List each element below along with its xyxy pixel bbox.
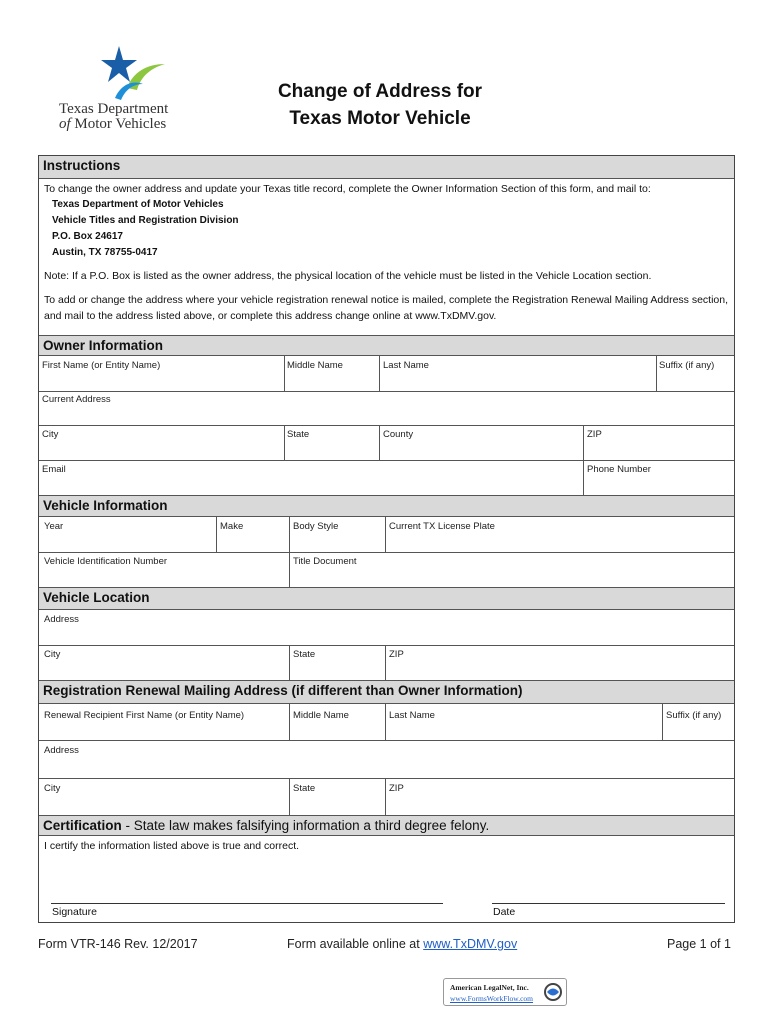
title-line-2: Texas Motor Vehicle	[289, 108, 471, 129]
mailing-address-line-2: Vehicle Titles and Registration Division	[52, 215, 239, 226]
change-of-address-form	[38, 155, 735, 923]
page-title	[250, 78, 510, 132]
owner-zip-field[interactable]	[584, 425, 735, 460]
vehicle-year-field[interactable]	[39, 517, 216, 552]
location-address-field[interactable]	[39, 610, 735, 645]
renewal-address-field[interactable]	[39, 740, 735, 778]
signature-label: Signature	[52, 906, 97, 918]
date-field[interactable]	[492, 876, 725, 904]
owner-email-label: Email	[42, 464, 66, 475]
owner-information-header: Owner Information	[39, 335, 734, 356]
owner-city-field[interactable]	[39, 425, 284, 460]
renewal-address-label: Address	[44, 745, 79, 756]
renewal-last-name-label: Last Name	[389, 710, 435, 721]
signature-field[interactable]	[51, 876, 443, 904]
badge-line-1: American LegalNet, Inc.	[450, 983, 529, 992]
vehicle-year-label: Year	[44, 521, 64, 532]
txdmv-logo	[55, 44, 190, 136]
page-number: Page 1 of 1	[667, 937, 731, 951]
location-zip-field[interactable]	[386, 645, 735, 680]
star-swoosh-icon	[85, 44, 175, 104]
owner-first-name-label: First Name (or Entity Name)	[42, 360, 161, 371]
online-availability	[287, 937, 517, 951]
renewal-state-label: State	[293, 783, 316, 794]
certification-title: Certification	[43, 818, 122, 833]
renewal-city-label: City	[44, 783, 61, 794]
owner-suffix-label: Suffix (if any)	[659, 360, 715, 371]
vehicle-location-header: Vehicle Location	[39, 587, 734, 610]
badge-line-2: www.FormsWorkFlow.com	[450, 994, 534, 1003]
certification-header	[39, 815, 734, 836]
renewal-suffix-label: Suffix (if any)	[666, 710, 722, 721]
location-state-label: State	[293, 649, 316, 660]
vehicle-license-plate-label: Current TX License Plate	[389, 521, 495, 532]
renewal-zip-label: ZIP	[389, 783, 404, 794]
renewal-address-header: Registration Renewal Mailing Address (if different than Owner Information)	[39, 680, 734, 704]
online-prefix: Form available online at	[287, 937, 424, 951]
form-id: Form VTR-146 Rev. 12/2017	[38, 937, 198, 951]
owner-phone-label: Phone Number	[587, 464, 651, 475]
owner-city-label: City	[42, 429, 59, 440]
owner-last-name-label: Last Name	[383, 360, 429, 371]
instructions-header: Instructions	[39, 156, 734, 179]
renewal-zip-field[interactable]	[386, 778, 735, 815]
vehicle-vin-label: Vehicle Identification Number	[44, 556, 168, 567]
location-zip-label: ZIP	[389, 649, 404, 660]
vehicle-information-header: Vehicle Information	[39, 495, 734, 517]
owner-state-label: State	[287, 429, 310, 440]
date-label: Date	[493, 906, 516, 918]
vehicle-body-style-label: Body Style	[293, 521, 339, 532]
location-city-label: City	[44, 649, 61, 660]
mailing-address-line-3: P.O. Box 24617	[52, 231, 123, 242]
american-legalnet-badge[interactable]	[443, 978, 567, 1006]
renewal-middle-name-label: Middle Name	[293, 710, 349, 721]
vehicle-make-label: Make	[220, 521, 244, 532]
owner-current-address-label: Current Address	[42, 394, 111, 405]
owner-zip-label: ZIP	[587, 429, 602, 440]
owner-current-address-field[interactable]	[39, 391, 735, 425]
location-city-field[interactable]	[39, 645, 289, 680]
logo-line-2-rest: Motor Vehicles	[70, 116, 167, 132]
logo-of: of	[59, 116, 71, 132]
owner-county-label: County	[383, 429, 414, 440]
renewal-first-name-label: Renewal Recipient First Name (or Entity Name)	[44, 710, 245, 721]
instructions-intro: To change the owner address and update your Texas title record, complete the Owner Information Section of this form, and mail to:	[44, 183, 651, 195]
instructions-renewal: To add or change the address where your vehicle registration renewal notice is mailed, complete the Registration Renewal Mailing Address section, and mail to the address listed above, or complete this address change online at www.TxDMV.gov.	[44, 294, 729, 322]
globe-icon	[543, 982, 563, 1002]
certification-warning: - State law makes falsifying information a third degree felony.	[121, 818, 490, 833]
vehicle-title-document-label: Title Document	[293, 556, 357, 567]
txdmv-link[interactable]: www.TxDMV.gov	[423, 937, 518, 951]
certification-statement: I certify the information listed above is true and correct.	[44, 840, 300, 852]
date-line	[492, 903, 725, 904]
renewal-city-field[interactable]	[39, 778, 289, 815]
owner-middle-name-label: Middle Name	[287, 360, 343, 371]
location-address-label: Address	[44, 614, 79, 625]
mailing-address-line-4: Austin, TX 78755-0417	[52, 247, 158, 258]
logo-wordmark	[59, 102, 168, 132]
logo-line-1: Texas Department	[59, 101, 169, 117]
instructions-note: Note: If a P.O. Box is listed as the owner address, the physical location of the vehicle must be listed in the Vehicle Location section.	[44, 270, 652, 282]
signature-line	[51, 903, 443, 904]
mailing-address-line-1: Texas Department of Motor Vehicles	[52, 199, 224, 210]
owner-email-field[interactable]	[39, 460, 583, 495]
title-line-1: Change of Address for	[277, 81, 483, 102]
logo-line-2	[59, 117, 168, 132]
